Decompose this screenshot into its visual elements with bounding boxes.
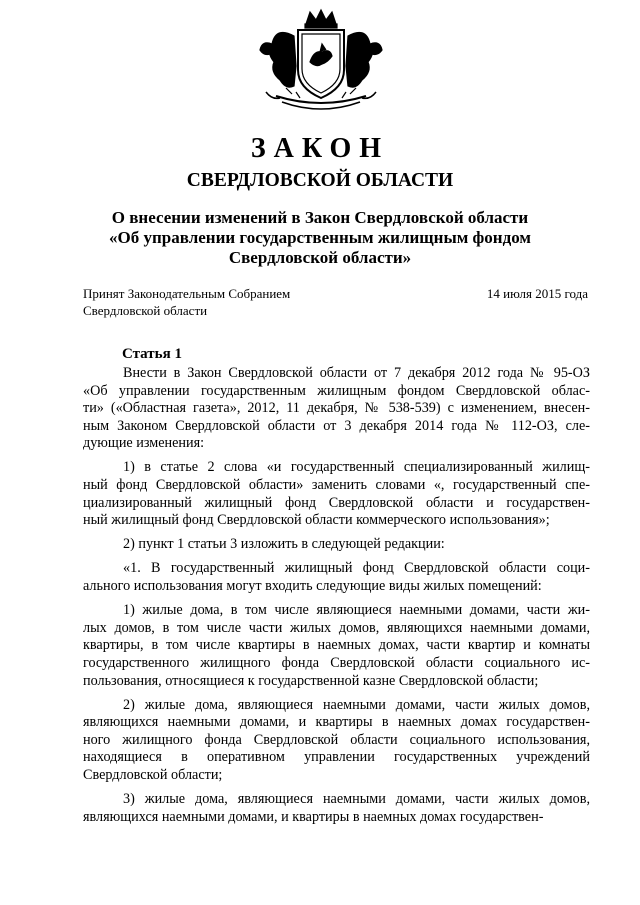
- paragraph-line: 2) пункт 1 статьи 3 изложить в следующей редакции:: [123, 536, 445, 553]
- law-heading: [0, 208, 640, 268]
- paragraph-line: 2) жилые дома, являющиеся наемными домами, части жилых домов,: [123, 696, 590, 713]
- paragraph-line: дующие изменения:: [83, 435, 205, 452]
- paragraph-line: 3) жилые дома, являющиеся наемными домами, части жилых домов,: [123, 791, 590, 808]
- paragraph-line: Свердловской области;: [83, 766, 223, 783]
- paragraph-line: «1. В государственный жилищный фонд Свердловской области соци-: [123, 560, 590, 577]
- sverdlovsk-coat-of-arms-icon: [236, 6, 406, 118]
- paragraph-line: ти» («Областная газета», 2012, 11 декабря, № 538-539) с изменением, внесен-: [83, 400, 590, 417]
- paragraph-line: ный фонд Свердловской области» заменить словами «, государственный спе-: [83, 477, 590, 494]
- law-heading-line: О внесении изменений в Закон Свердловской области: [111, 208, 529, 227]
- paragraph-line: лых домов, в том числе части жилых домов, являющихся наемными домами,: [83, 619, 590, 636]
- law-heading-line: «Об управлении государственным жилищным фондом: [109, 228, 531, 247]
- law-heading-line: Свердловской области»: [228, 248, 412, 267]
- paragraph-line: ного жилищного фонда Свердловской области социального использования,: [83, 731, 590, 748]
- paragraph-line: являющихся наемными домами, и квартиры в наемных домах государствен-: [83, 714, 590, 731]
- paragraph-line: 1) жилые дома, в том числе являющиеся наемными домами, части жи-: [123, 602, 590, 619]
- article-paragraph: [83, 697, 590, 785]
- paragraph-line: циализированный жилищный фонд Свердловской области и государствен-: [83, 494, 590, 511]
- article-paragraph: [83, 536, 590, 554]
- article-paragraph: [83, 560, 590, 595]
- paragraph-line: ным Законом Свердловской области от 3 декабря 2014 года № 112-ОЗ, сле-: [83, 417, 590, 434]
- article-paragraph: [83, 459, 590, 529]
- adopted-by-line: Принят Законодательным Собранием: [83, 286, 291, 301]
- article-body: [83, 365, 590, 833]
- paragraph-line: пользования, относящиеся к государственной казне Свердловской области;: [83, 672, 539, 689]
- paragraph-line: 1) в статье 2 слова «и государственный специализированный жилищ-: [123, 459, 590, 476]
- adoption-date: 14 июля 2015 года: [486, 286, 588, 301]
- adopted-by: [83, 285, 290, 319]
- paragraph-line: ный жилищный фонд Свердловской области коммерческого использования»;: [83, 512, 550, 529]
- article-paragraph: [83, 602, 590, 690]
- paragraph-line: государственного жилищного фонда Свердловской области социального ис-: [83, 654, 590, 671]
- article-paragraph: [83, 791, 590, 826]
- adopted-by-line: Свердловской области: [83, 303, 208, 318]
- paragraph-line: Внести в Закон Свердловской области от 7 декабря 2012 года № 95-ОЗ: [123, 365, 590, 381]
- document-title: ЗАКОН: [250, 133, 390, 164]
- paragraph-line: квартиры, в том числе квартиры в наемных домах, части квартир и комнаты: [83, 637, 590, 654]
- paragraph-line: являющихся наемными домами, и квартиры в наемных домах государствен-: [83, 808, 544, 825]
- paragraph-line: ального использования могут входить следующие виды жилых помещений:: [83, 578, 542, 595]
- article-title: Статья 1: [122, 346, 182, 362]
- document-region: СВЕРДЛОВСКОЙ ОБЛАСТИ: [186, 170, 454, 191]
- article-paragraph: [83, 365, 590, 453]
- paragraph-line: находящиеся в оперативном управлении государственных учреждений: [83, 749, 590, 766]
- paragraph-line: «Об управлении государственным жилищным фондом Свердловской облас-: [83, 382, 590, 399]
